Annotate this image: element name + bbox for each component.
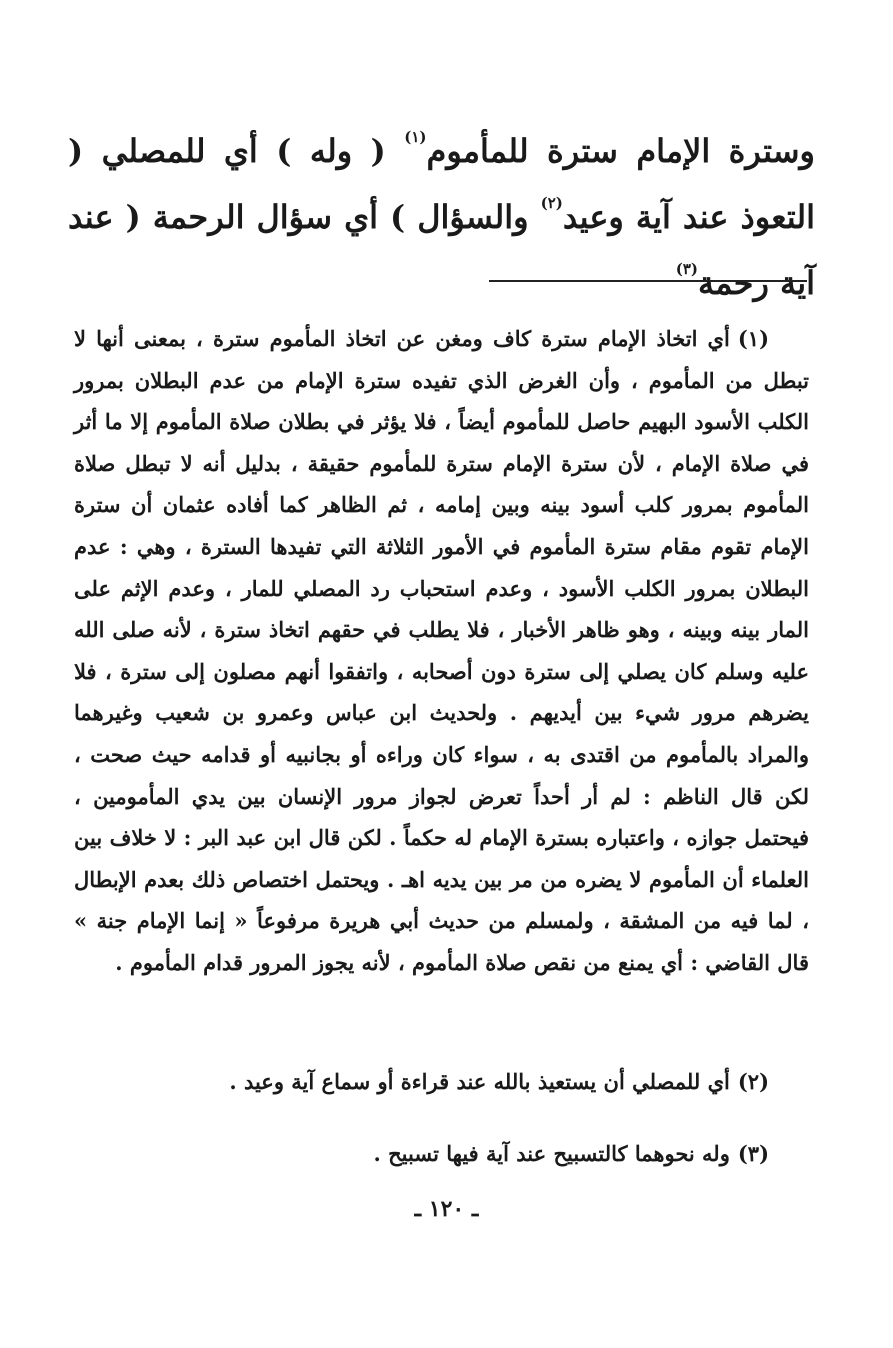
footnotes — [74, 318, 809, 1166]
footnote-number: (١) — [737, 326, 769, 351]
footnote-text: أي للمصلي أن يستعيذ بالله عند قراءة أو سماع آية وعيد . — [229, 1069, 730, 1094]
footnote-text: وله نحوهما كالتسبيح عند آية فيها تسبيح . — [373, 1141, 730, 1166]
footnote-1 — [74, 318, 809, 984]
footnote-ref-2: (٢) — [540, 194, 563, 212]
footnote-number: (٢) — [737, 1069, 769, 1094]
main-text-part-3: والسؤال ) أي سؤال الرحمة ( عند آية رحمة — [68, 198, 815, 302]
footnote-ref-3: (٣) — [675, 260, 699, 278]
footnote-3 — [74, 1134, 809, 1174]
main-text-part-1: وسترة الإمام سترة للمأموم — [426, 132, 815, 170]
footnote-2 — [74, 1062, 809, 1102]
main-text-part-2: ( وله ) أي للمصلي ( التعوذ عند آية وعيد — [68, 132, 816, 236]
footnote-separator — [489, 280, 807, 282]
footnote-ref-1: (١) — [404, 128, 427, 146]
page-number: ـ ١٢٠ ـ — [414, 1196, 479, 1222]
main-text — [68, 118, 815, 316]
footnote-number: (٣) — [737, 1141, 769, 1166]
footnote-text: أي اتخاذ الإمام سترة كاف ومغن عن اتخاذ المأموم سترة ، بمعنى أنها لا تبطل من المأموم ، وأن الغرض الذي تفيده سترة الإمام من عدم البطلان بمرور الكلب الأسود البهيم حاصل للمأموم أيضاً ، فلا يؤثر في بطلان صلاة المأموم إلا ما أثر في صلاة الإمام ، لأن سترة الإمام سترة للمأموم حقيقة ، بدليل أنه لا تبطل صلاة المأموم بمرور كلب أسود بينه وبين إمامه ، ثم الظاهر كما أفاده عثمان أن سترة الإمام تقوم مقام سترة المأموم في الأمور الثلاثة التي تفيدها السترة ، وهي : عدم البطلان بمرور الكلب الأسود ، وعدم استحباب رد المصلي للمار ، وعدم الإثم على المار بينه وبينه ، وهو ظاهر الأخبار ، فلا يطلب في حقهم اتخاذ سترة ، لأنه صلى الله عليه وسلم كان يصلي إلى سترة دون أصحابه ، واتفقوا أنهم مصلون إلى سترة ، فلا يضرهم مرور شيء بين أيديهم . ولحديث ابن عباس وعمرو بن شعيب وغيرهما والمراد بالمأموم من اقتدى به ، سواء كان وراءه أو بجانبيه أو قدامه حيث صحت ، لكن قال الناظم : لم أر أحداً تعرض لجواز مرور الإنسان بين يدي المأمومين ، فيحتمل جوازه ، واعتباره بسترة الإمام له حكماً . لكن قال ابن عبد البر : لا خلاف بين العلماء أن المأموم لا يضره من مر بين يديه اهـ . ويحتمل اختصاص ذلك بعدم الإبطال ، لما فيه من المشقة ، ولمسلم من حديث أبي هريرة مرفوعاً « إنما الإمام جنة » قال القاضي : أي يمنع من نقص صلاة المأموم ، لأنه يجوز المرور قدام المأموم . — [74, 326, 809, 975]
